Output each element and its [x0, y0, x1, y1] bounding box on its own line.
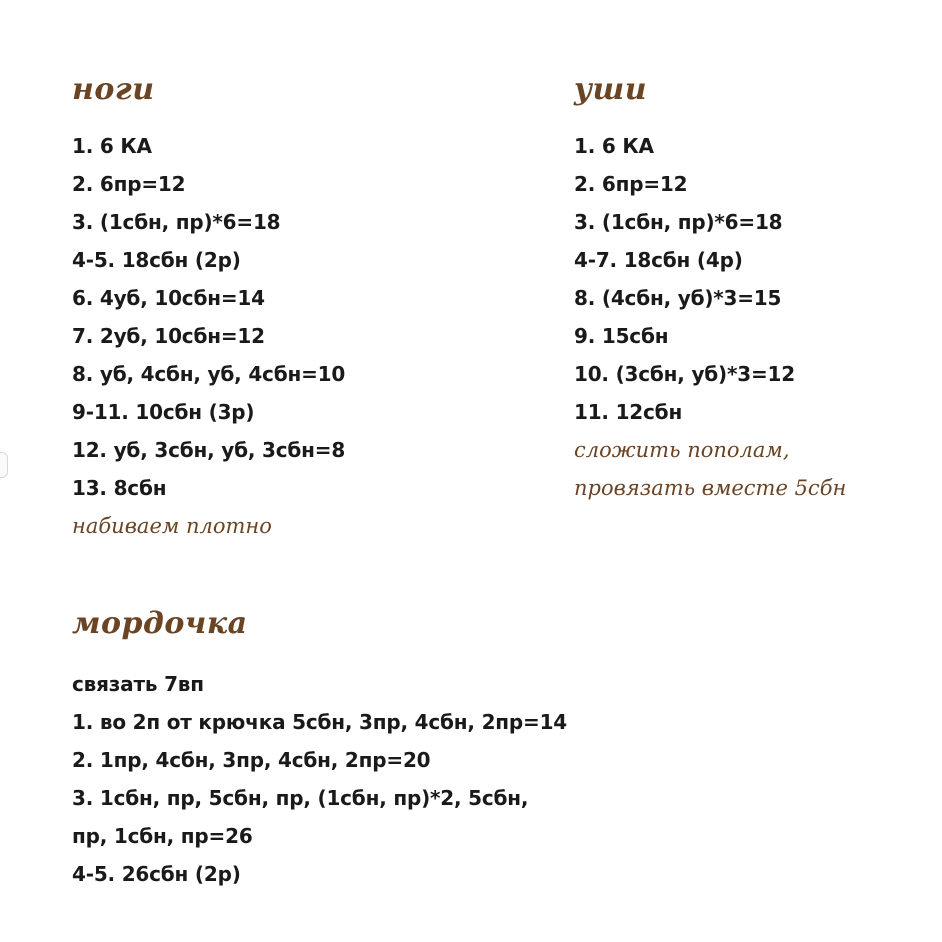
legs-row: 6. 4уб, 10сбн=14 — [72, 286, 265, 310]
ears-row: 11. 12сбн — [574, 400, 683, 424]
ears-rows — [574, 127, 846, 431]
legs-row: 1. 6 КА — [72, 134, 152, 158]
muzzle-section — [72, 606, 567, 893]
legs-row: 13. 8сбн — [72, 476, 167, 500]
legs-row: 4-5. 18сбн (2р) — [72, 248, 241, 272]
muzzle-row: связать 7вп — [72, 672, 204, 696]
ears-row: 3. (1сбн, пр)*6=18 — [574, 210, 783, 234]
muzzle-row: 2. 1пр, 4сбн, 3пр, 4сбн, 2пр=20 — [72, 748, 431, 772]
ears-heading: уши — [574, 72, 647, 107]
muzzle-heading: мордочка — [72, 606, 248, 641]
legs-section — [72, 72, 345, 545]
ears-row: 8. (4сбн, уб)*3=15 — [574, 286, 782, 310]
ears-row: 9. 15сбн — [574, 324, 669, 348]
legs-row: 3. (1сбн, пр)*6=18 — [72, 210, 281, 234]
legs-row: 8. уб, 4сбн, уб, 4сбн=10 — [72, 362, 346, 386]
legs-heading: ноги — [72, 72, 155, 107]
muzzle-row: 1. во 2п от крючка 5сбн, 3пр, 4сбн, 2пр=14 — [72, 710, 568, 734]
legs-row: 12. уб, 3сбн, уб, 3сбн=8 — [72, 438, 346, 462]
ears-note-line-2: провязать вместе 5сбн — [574, 476, 847, 500]
muzzle-row: 3. 1сбн, пр, 5сбн, пр, (1сбн, пр)*2, 5сбн, — [72, 786, 529, 810]
muzzle-row: 4-5. 26сбн (2р) — [72, 862, 241, 886]
legs-row: 2. 6пр=12 — [72, 172, 186, 196]
ears-row: 4-7. 18сбн (4р) — [574, 248, 743, 272]
legs-rows — [72, 127, 345, 507]
ears-row: 10. (3сбн, уб)*3=12 — [574, 362, 795, 386]
legs-note: набиваем плотно — [72, 514, 272, 538]
ears-row: 1. 6 КА — [574, 134, 654, 158]
muzzle-row: пр, 1сбн, пр=26 — [72, 824, 253, 848]
ears-section — [574, 72, 846, 507]
edge-scroll-marker — [0, 452, 8, 478]
ears-row: 2. 6пр=12 — [574, 172, 688, 196]
legs-row: 9-11. 10сбн (3р) — [72, 400, 255, 424]
ears-note-line-1: сложить пополам, — [574, 438, 790, 462]
muzzle-rows — [72, 665, 567, 893]
legs-row: 7. 2уб, 10сбн=12 — [72, 324, 265, 348]
